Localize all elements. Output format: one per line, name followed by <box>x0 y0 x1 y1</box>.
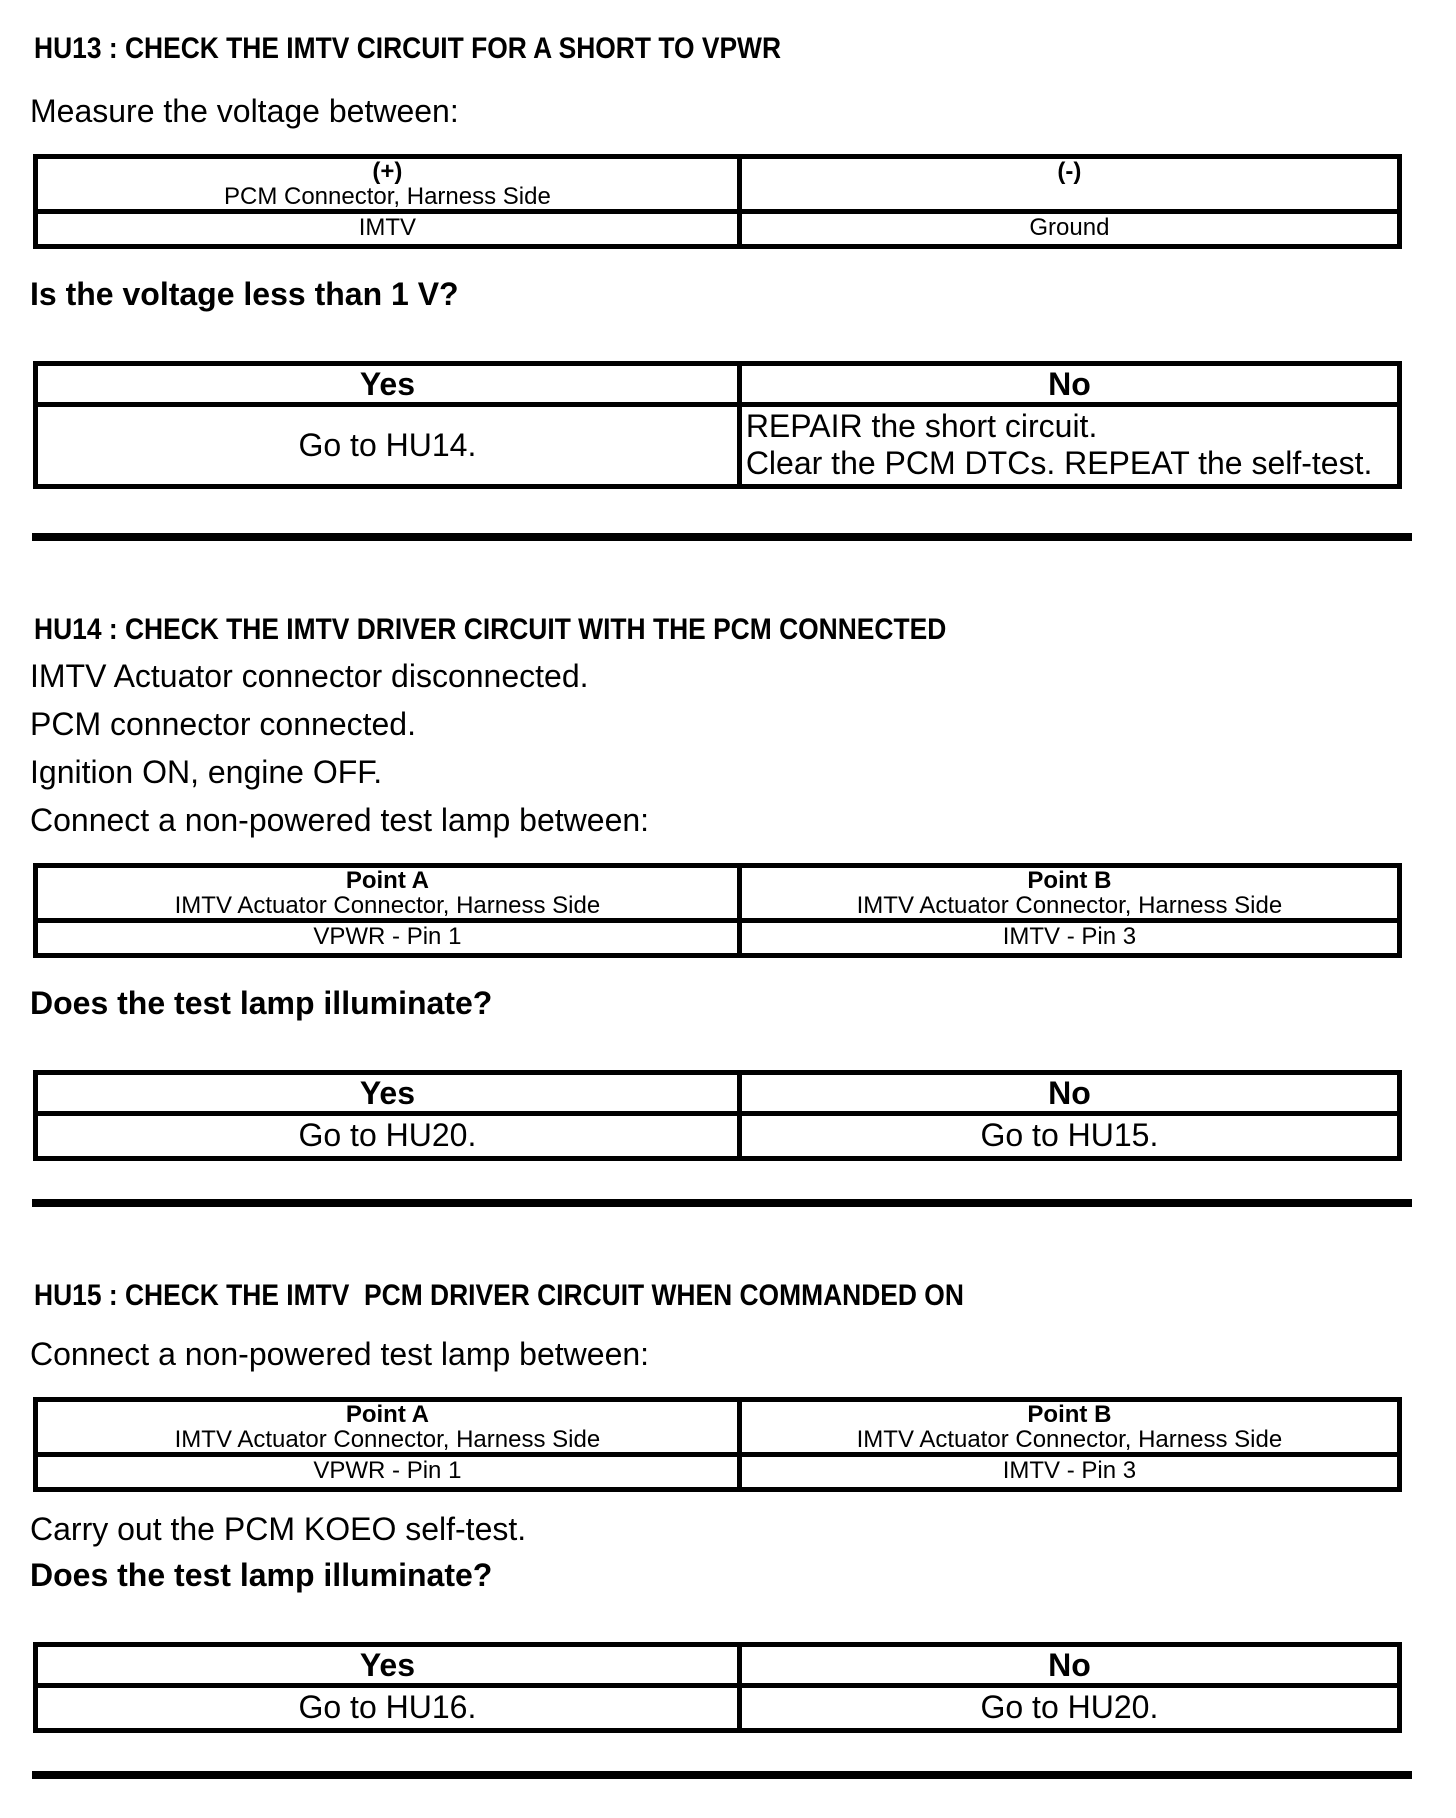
section-divider <box>32 1199 1412 1207</box>
table-header-row <box>36 157 1400 212</box>
decision-yes-action <box>36 1686 740 1731</box>
measurement-points-table <box>33 1397 1402 1492</box>
action-line: Go to HU20. <box>980 1689 1159 1725</box>
spec-header-cell-point-a <box>36 1400 740 1455</box>
section-hu15 <box>30 1277 1416 1779</box>
table-value-row <box>36 1686 1400 1731</box>
action-line: Go to HU14. <box>298 426 477 463</box>
table-value-row <box>36 405 1400 487</box>
spec-value-cell: IMTV - Pin 3 <box>739 1455 1399 1490</box>
instruction-paragraph: Connect a non-powered test lamp between: <box>30 802 650 838</box>
section-hu14 <box>30 611 1416 1207</box>
spec-col-subtitle: IMTV Actuator Connector, Harness Side <box>856 892 1283 919</box>
action-line: Go to HU15. <box>980 1117 1159 1153</box>
spec-value-cell: IMTV <box>36 212 740 247</box>
spec-value-cell: IMTV - Pin 3 <box>739 921 1399 956</box>
question-text: Does the test lamp illuminate? <box>30 985 493 1021</box>
decision-header-yes: Yes <box>36 1645 740 1686</box>
spec-col-subtitle: IMTV Actuator Connector, Harness Side <box>174 1426 601 1453</box>
table-header-row <box>36 1645 1400 1686</box>
section-hu13 <box>30 30 1416 541</box>
table-header-row <box>36 866 1400 921</box>
decision-header-no: No <box>739 364 1399 405</box>
decision-table <box>33 1642 1402 1733</box>
table-value-row <box>36 921 1400 956</box>
decision-no-action <box>739 405 1399 487</box>
spec-value-cell: Ground <box>739 212 1399 247</box>
instruction-paragraph: Connect a non-powered test lamp between: <box>30 1336 650 1372</box>
decision-header-no: No <box>739 1645 1399 1686</box>
section-heading-text: HU15 : CHECK THE IMTV PCM DRIVER CIRCUIT WHEN COMMANDED ON <box>34 1279 964 1312</box>
instruction-paragraph: Ignition ON, engine OFF. <box>30 754 383 790</box>
spec-col-subtitle: PCM Connector, Harness Side <box>224 183 551 210</box>
spec-col-title: Point B <box>1027 1401 1112 1428</box>
spec-col-title: (+) <box>372 158 403 185</box>
spec-header-cell-positive <box>36 157 740 212</box>
spec-header-cell-point-b <box>739 866 1399 921</box>
section-heading-text: HU14 : CHECK THE IMTV DRIVER CIRCUIT WITH THE PCM CONNECTED <box>34 613 947 646</box>
spec-header-cell-point-a <box>36 866 740 921</box>
section-divider <box>32 1771 1412 1779</box>
section-heading <box>34 1277 1416 1315</box>
table-header-row <box>36 1073 1400 1114</box>
spec-header-cell-negative <box>739 157 1399 212</box>
measurement-points-table <box>33 154 1402 249</box>
section-heading <box>34 611 1416 649</box>
action-line: Go to HU20. <box>298 1117 477 1153</box>
instruction-paragraph: Measure the voltage between: <box>30 93 459 129</box>
table-value-row <box>36 1455 1400 1490</box>
spec-col-title: (-) <box>1057 158 1082 185</box>
section-heading-text: HU13 : CHECK THE IMTV CIRCUIT FOR A SHORT TO VPWR <box>34 32 782 65</box>
action-line: Go to HU16. <box>298 1689 477 1725</box>
instruction-paragraph: PCM connector connected. <box>30 706 416 742</box>
decision-no-action <box>739 1114 1399 1159</box>
decision-table <box>33 361 1402 489</box>
instruction-paragraph: Carry out the PCM KOEO self-test. <box>30 1511 527 1547</box>
action-line: Clear the PCM DTCs. REPEAT the self-test. <box>745 445 1373 481</box>
decision-header-yes: Yes <box>36 364 740 405</box>
table-header-row <box>36 364 1400 405</box>
spec-col-subtitle: IMTV Actuator Connector, Harness Side <box>856 1426 1283 1453</box>
decision-yes-action <box>36 1114 740 1159</box>
spec-value-cell: VPWR - Pin 1 <box>36 921 740 956</box>
table-header-row <box>36 1400 1400 1455</box>
spec-col-title: Point B <box>1027 867 1112 894</box>
measurement-points-table <box>33 863 1402 958</box>
decision-header-yes: Yes <box>36 1073 740 1114</box>
spec-header-cell-point-b <box>739 1400 1399 1455</box>
instruction-paragraph: IMTV Actuator connector disconnected. <box>30 658 589 694</box>
decision-header-no: No <box>739 1073 1399 1114</box>
table-value-row <box>36 1114 1400 1159</box>
section-divider <box>32 533 1412 541</box>
spec-col-title: Point A <box>345 1401 429 1428</box>
spec-value-cell: VPWR - Pin 1 <box>36 1455 740 1490</box>
decision-table <box>33 1070 1402 1161</box>
question-text: Is the voltage less than 1 V? <box>30 276 459 312</box>
table-value-row <box>36 212 1400 247</box>
decision-no-action <box>739 1686 1399 1731</box>
decision-yes-action <box>36 405 740 487</box>
question-text: Does the test lamp illuminate? <box>30 1557 493 1593</box>
section-heading <box>34 30 1416 68</box>
action-line: REPAIR the short circuit. <box>745 408 1098 444</box>
spec-col-subtitle: IMTV Actuator Connector, Harness Side <box>174 892 601 919</box>
spec-col-title: Point A <box>345 867 429 894</box>
